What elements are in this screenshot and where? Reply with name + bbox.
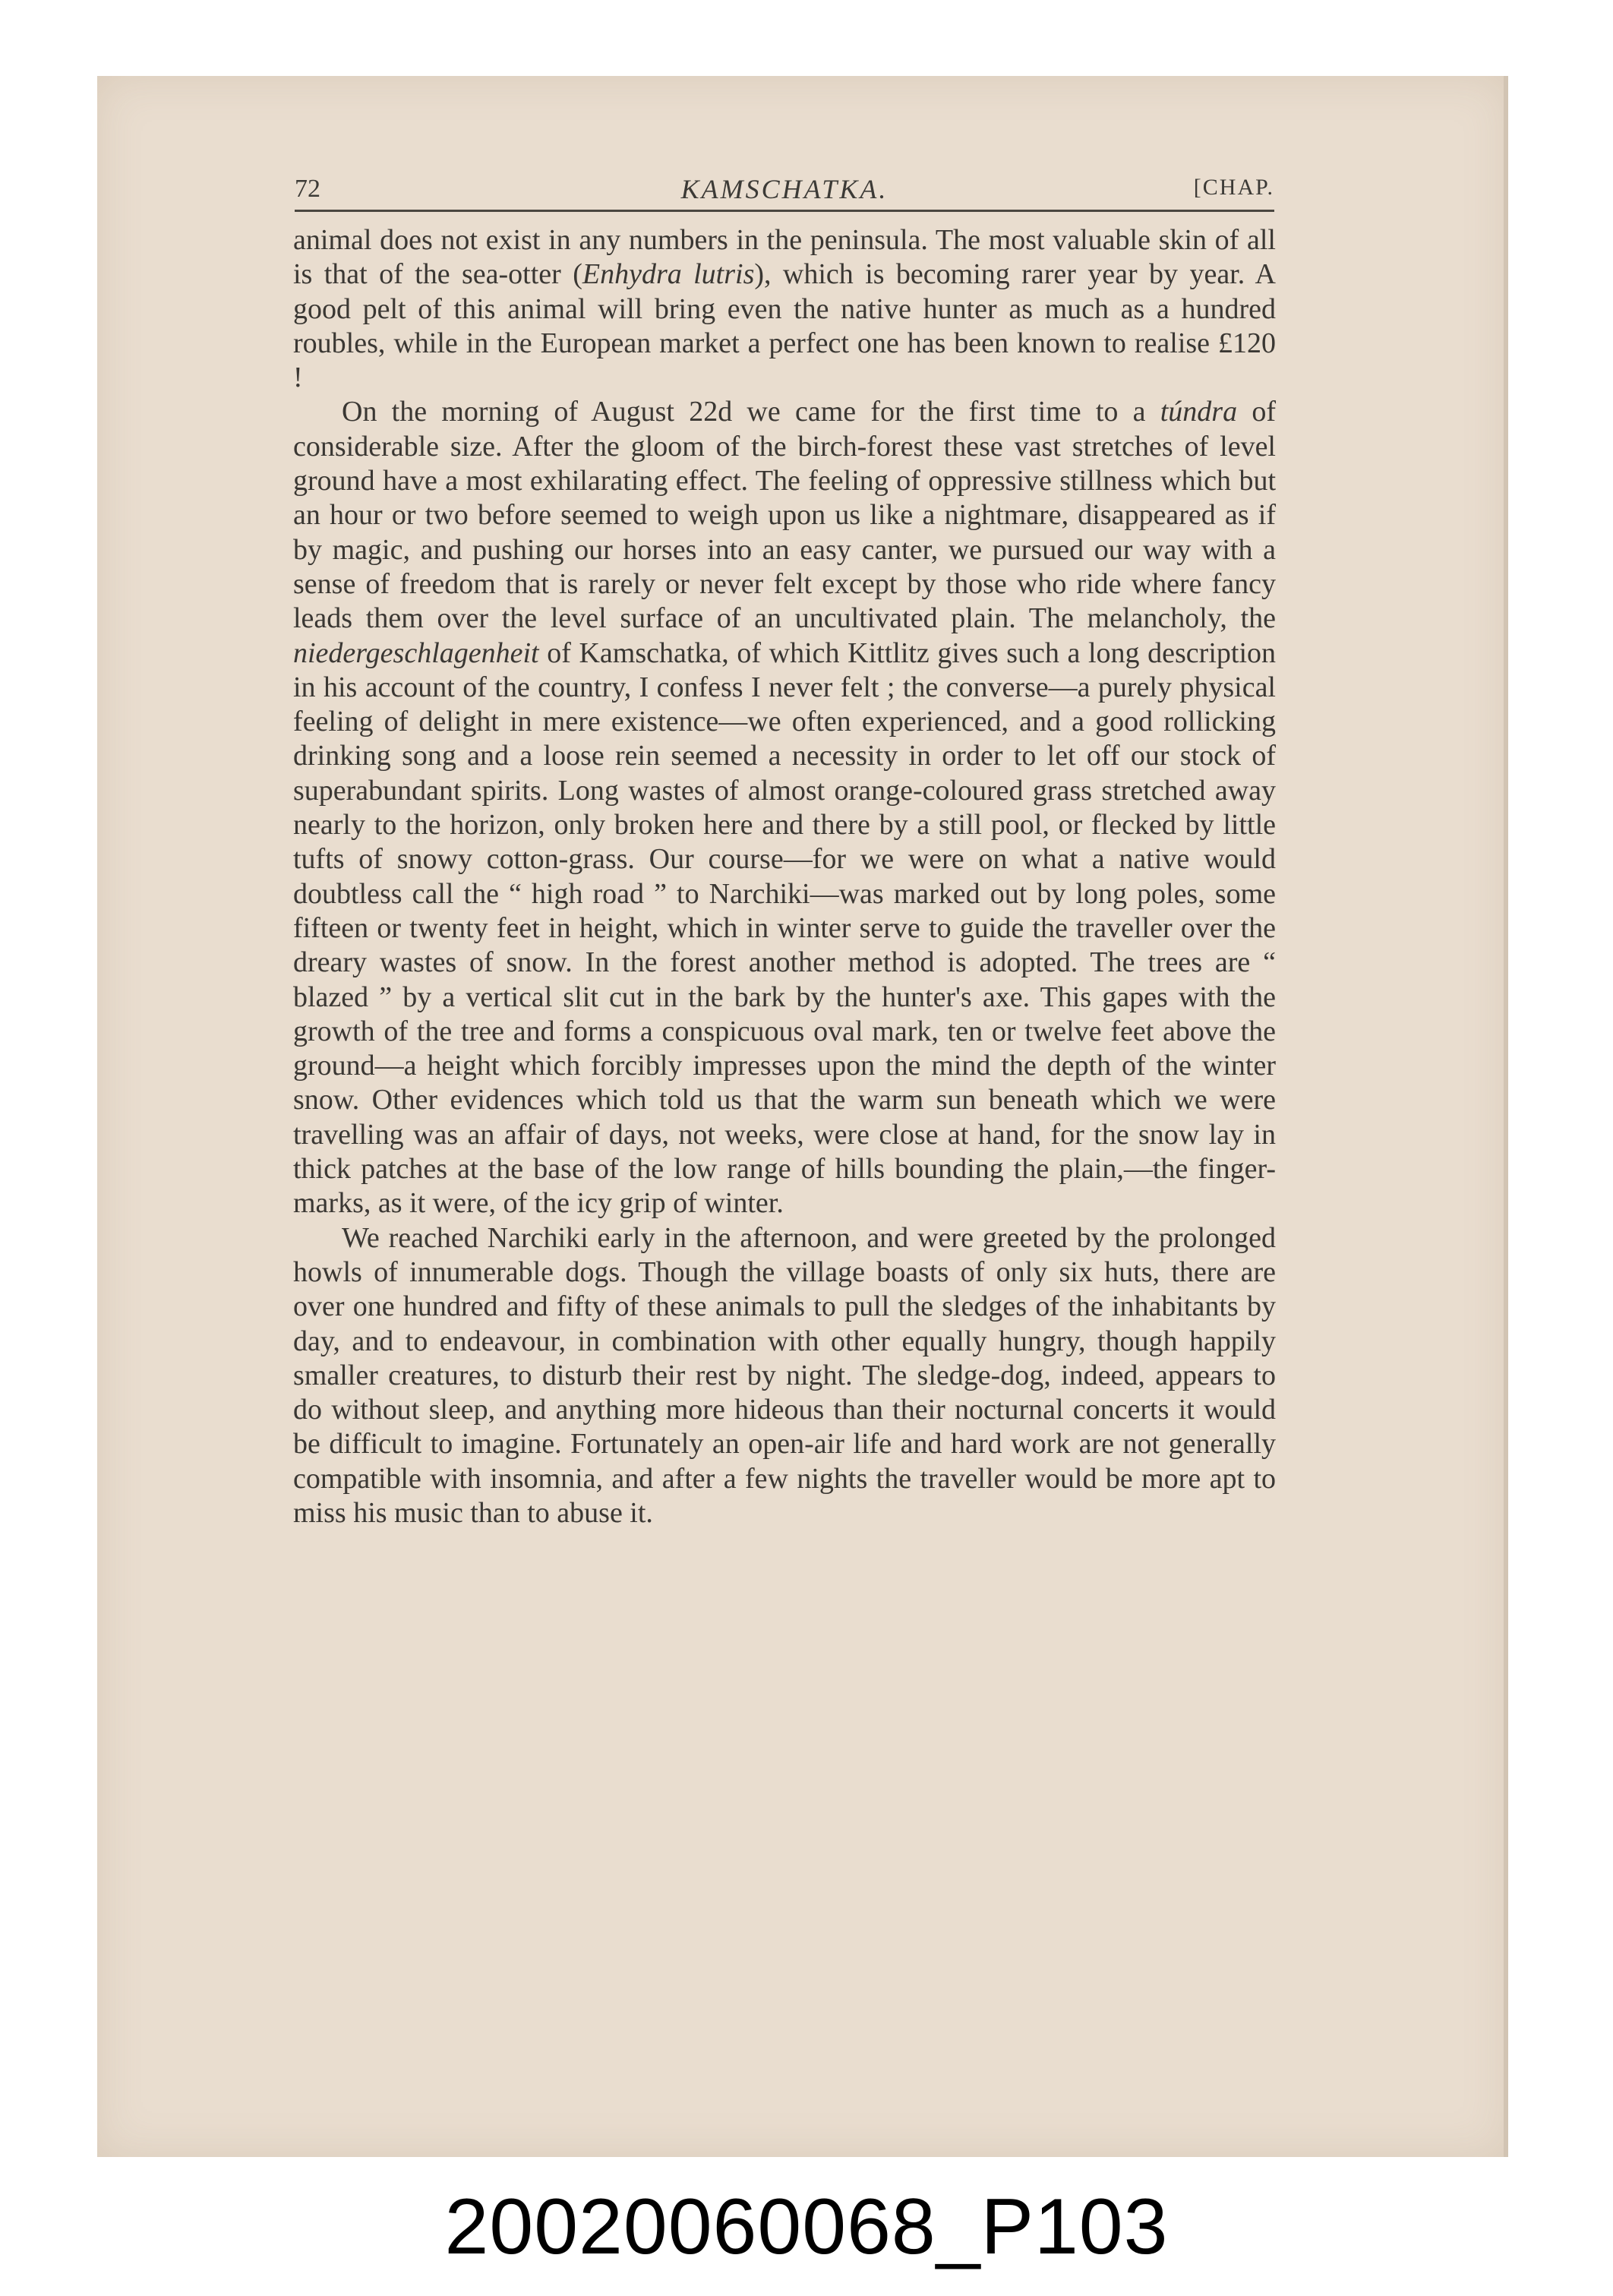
page-edge	[1504, 76, 1508, 2157]
chapter-mark: [CHAP.	[1193, 175, 1274, 200]
paragraph-1	[293, 223, 1276, 395]
page-number: 72	[295, 175, 320, 203]
running-header	[295, 169, 1274, 214]
paragraph-2-text-c: of Kamschatka, of which Kittlitz gives such a long description in his account of the country, I confess I never felt ; the converse—a purely physical feeling of delight in mere existence—we often experienced, and a good rollicking drinking song and a loose rein seemed a necessity in order to let off our stock of superabundant spirits. Long wastes of almost orange-coloured grass stretched away nearly to the horizon, only broken here and there by a still pool, or flecked by little tufts of snowy cotton-grass. Our course—for we were on what a native would doubtless call the “ high road ” to Narchiki—was marked out by long poles, some fifteen or twenty feet in height, which in winter serve to guide the traveller over the dreary wastes of snow. In the forest another method is adopted. The trees are “ blazed ” by a vertical slit cut in the bark by the hunter's axe. This gapes with the growth of the tree and forms a conspicuous oval mark, ten or twelve feet above the ground—a height which forcibly impresses upon the mind the depth of the winter snow. Other evidences which told us that the warm sun beneath which we were travelling was an affair of days, not weeks, were close at hand, for the snow lay in thick patches at the base of the low range of hills bounding the plain,—the finger-marks, as it were, of the icy grip of winter.	[293, 636, 1276, 1220]
german-term: niedergeschlagenheit	[293, 636, 539, 669]
paragraph-3: We reached Narchiki early in the afternoon, and were greeted by the prolonged howls of innumerable dogs. Though the village boasts of only six huts, there are over one hundred and fifty of these animals to pull the sledges of the inhabitants by day, and to endeavour, in combination with other equally hungry, though happily smaller creatures, to disturb their rest by night. The sledge-dog, indeed, appears to do without sleep, and anything more hideous than their nocturnal concerts it would be difficult to imagine. Fortunately an open-air life and hard work are not generally compatible with insomnia, and after a few nights the traveller would be more apt to miss his music than to abuse it.	[293, 1221, 1276, 1529]
header-rule	[295, 210, 1274, 212]
species-name: Enhydra lutris	[582, 258, 755, 291]
paragraph-1-text-a: animal does not exist in any numbers in the peninsula. The most valuable skin of all is that of the sea-otter (	[293, 224, 1276, 291]
running-title: KAMSCHATKA.	[680, 174, 889, 204]
paragraph-2	[293, 395, 1276, 1221]
paragraph-2-text-b: of considerable size. After the gloom of the birch-forest these vast stretches of level ground have a most exhilarating effect. The feeling of oppressive stillness which but an hour or two before seemed to weigh upon us like a nightmare, disappeared as if by magic, and pushing our horses into an easy canter, we pursued our way with a sense of freedom that is rarely or never felt except by those who ride where fancy leads them over the level surface of an uncultivated plain. The melancholy, the	[293, 396, 1277, 635]
tundra-term: túndra	[1160, 396, 1238, 428]
body-text	[293, 223, 1276, 1530]
image-caption: 20020060068_P103	[444, 2183, 1169, 2271]
paragraph-1-text-b: ), which is becoming rarer year by year. A good pelt of this animal will bring even the native hunter as much as a hundred roubles, while in the European market a perfect one has been known to realise £120 !	[293, 258, 1276, 394]
paragraph-2-text-a: On the morning of August 22d we came for the first time to a	[342, 396, 1160, 428]
